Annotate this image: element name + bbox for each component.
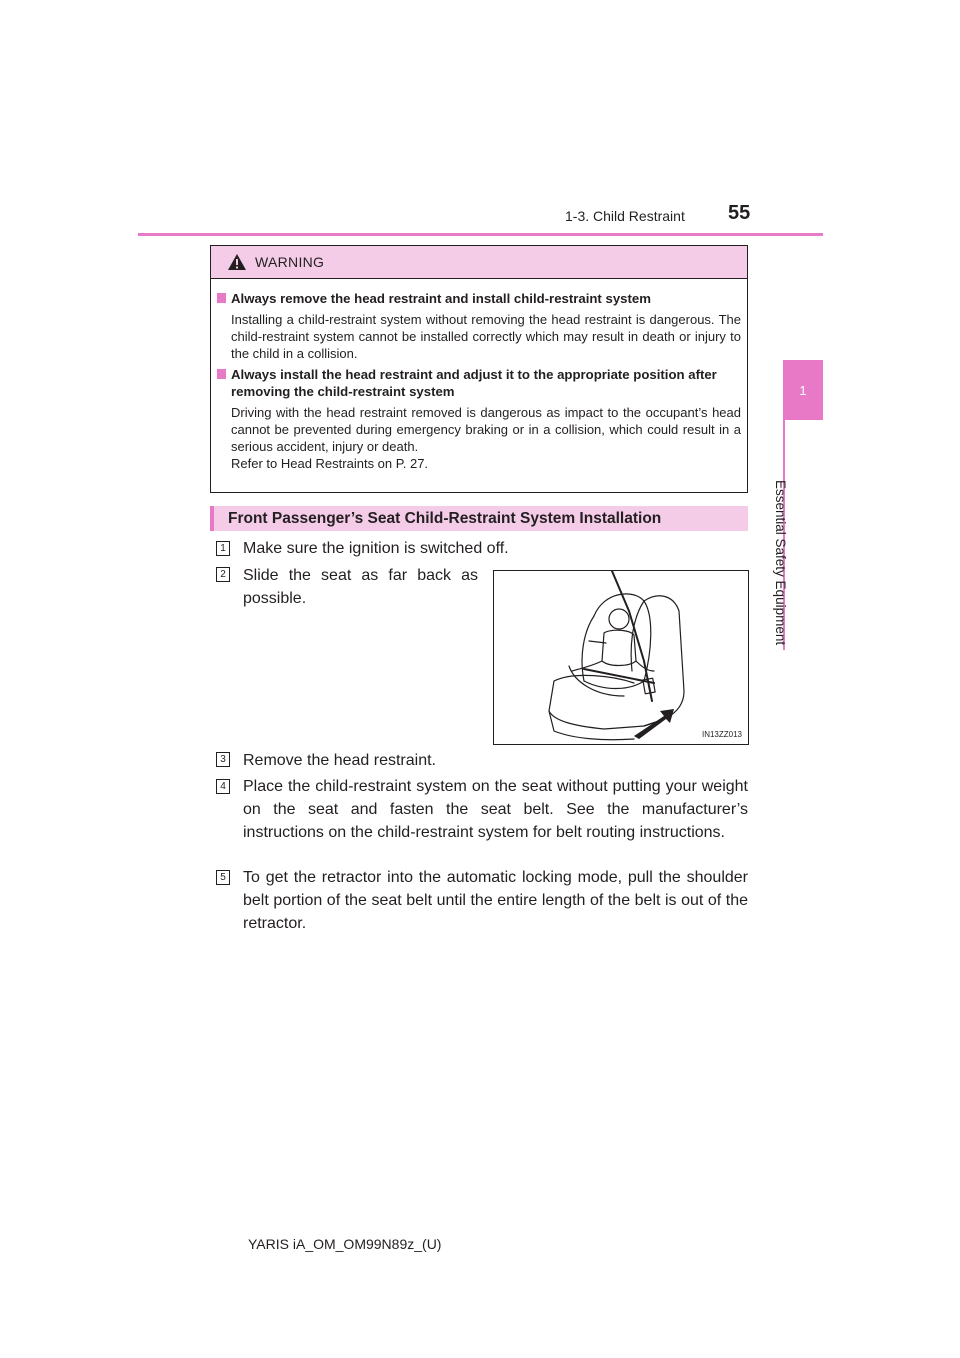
step-number: 5 [216, 870, 230, 885]
footer-document-code: YARIS iA_OM_OM99N89z_(U) [248, 1236, 442, 1252]
step-text: Remove the head restraint. [243, 752, 436, 769]
warning-header [211, 246, 747, 279]
section-heading: Front Passenger’s Seat Child-Restraint System Installation [210, 506, 748, 531]
step-number: 2 [216, 567, 230, 582]
step-text: Make sure the ignition is switched off. [243, 540, 509, 557]
step-text: Slide the seat as far back as possible. [243, 567, 478, 607]
bullet-square-icon [217, 293, 226, 303]
warning-item-heading: Always remove the head restraint and install child-restraint system [217, 290, 741, 307]
warning-triangle-icon [227, 253, 247, 271]
step-number: 3 [216, 752, 230, 767]
child-seat-illustration [493, 570, 749, 745]
warning-item-body: Driving with the head restraint removed is dangerous as impact to the occupant’s head cannot be prevented during emergency braking or in a collision, which could result in a serious accident, injury or death. Refer to Head Restraints on P. 27. [231, 405, 741, 471]
step-text: To get the retractor into the automatic locking mode, pull the shoulder belt portion of the seat belt until the entire length of the belt is out of the retractor. [243, 869, 748, 932]
chapter-tab [783, 360, 823, 420]
warning-title: WARNING [255, 254, 325, 270]
warning-item-body: Installing a child-restraint system without removing the head restraint is dangerous. The child-restraint system cannot be installed correctly which may result in death or injury to the child in a collision. [231, 312, 741, 361]
warning-item [217, 366, 741, 472]
child-seat-drawing [494, 571, 748, 744]
warning-item-heading: Always install the head restraint and adjust it to the appropriate position after removing the child-restraint system [217, 366, 741, 400]
step-number: 1 [216, 541, 230, 556]
warning-box [210, 245, 748, 493]
bullet-square-icon [217, 369, 226, 379]
illustration-code: IN13ZZ013 [701, 730, 742, 739]
step-text: Place the child-restraint system on the seat without putting your weight on the seat and fasten the seat belt. See the manufacturer’s instructions on the child-restraint system for belt routing instructions. [243, 778, 748, 841]
header-rule [138, 233, 823, 236]
warning-item [217, 290, 741, 362]
chapter-title: Essential Safety Equipment [773, 480, 788, 646]
section-title: 1-3. Child Restraint [565, 208, 685, 224]
chapter-number: 1 [799, 382, 807, 398]
warning-item-reference: Refer to Head Restraints on P. 27. [231, 456, 429, 471]
page-number: 55 [728, 202, 751, 224]
step-number: 4 [216, 779, 230, 794]
